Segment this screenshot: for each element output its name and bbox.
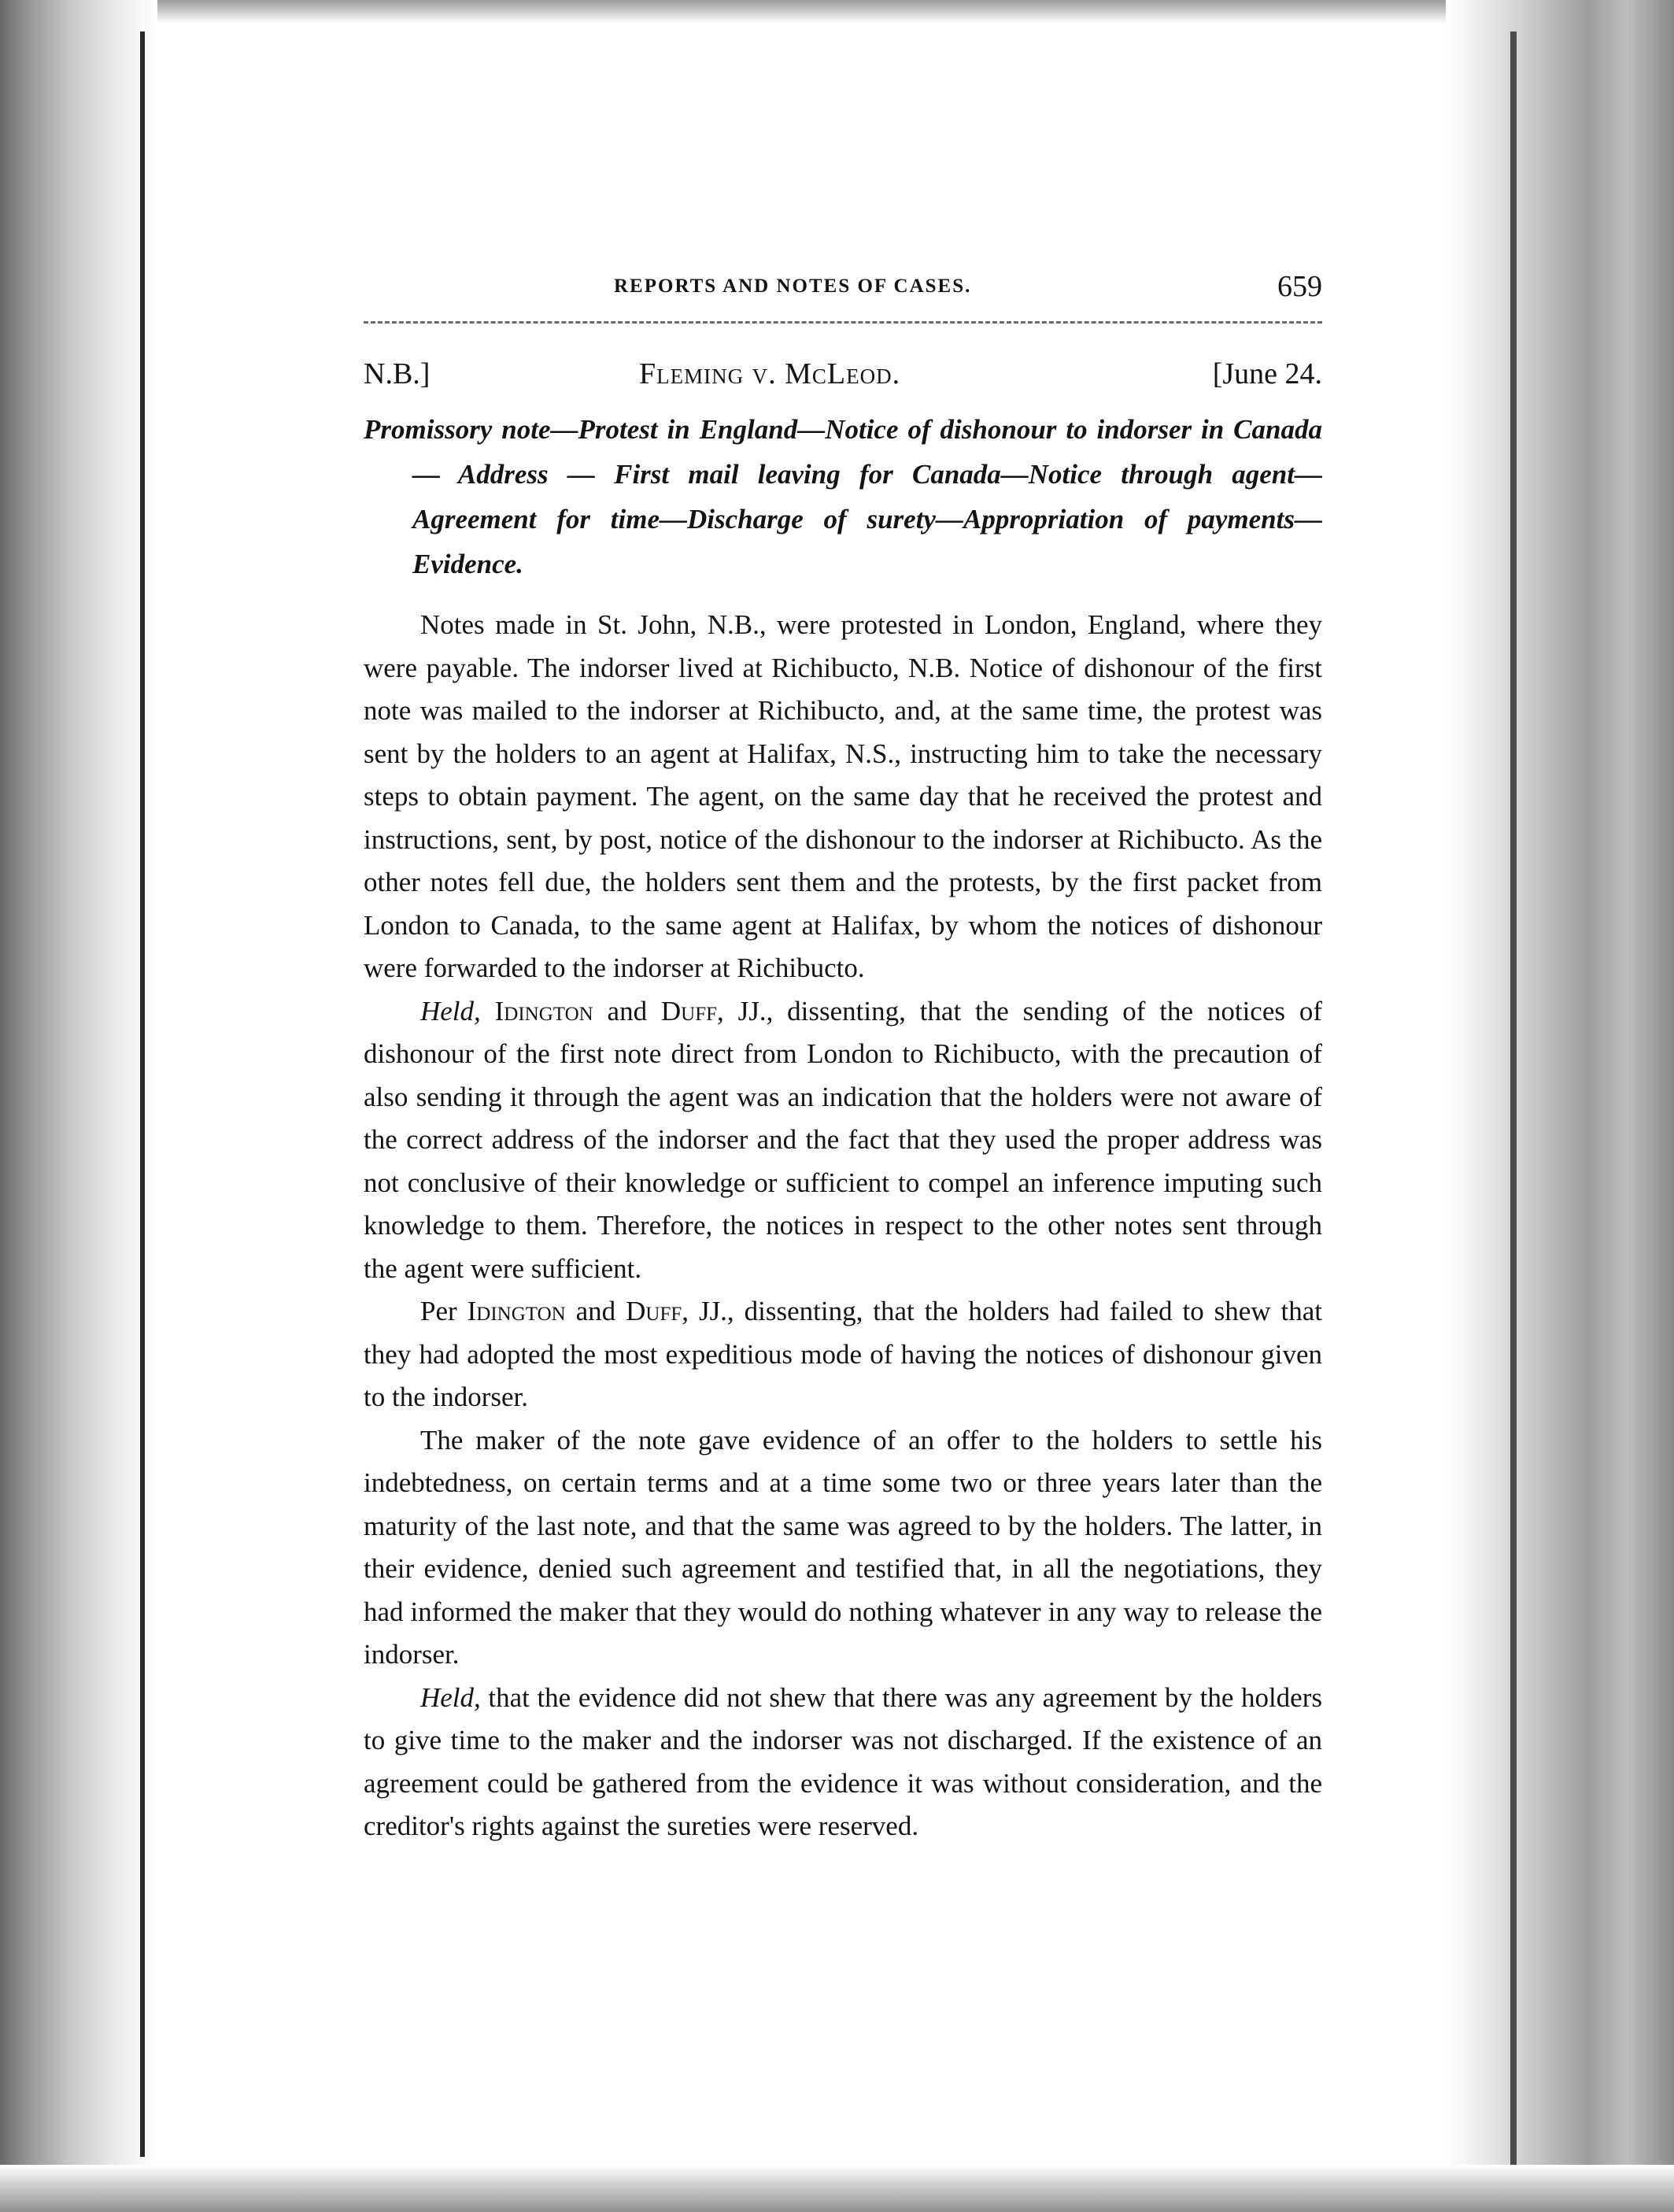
case-caption [364,357,1322,398]
paragraph-held-text: , JJ., dissenting, that the sending of the notices of dishonour of the first note direct from London to Richibucto, with the precaution of also sending it through the agent was an indication that the holders were not aware of the correct address of the indorser and the fact that they used the proper address was not conclusive of their knowledge or sufficient to compel an inference imputing such knowledge to them. Therefore, the notices in respect to the other notes sent through the agent were sufficient. [364,995,1322,1284]
per-label: Per [420,1296,467,1326]
scan-right-edge [1446,0,1674,2212]
running-title: REPORTS AND NOTES OF CASES. [614,276,972,297]
page-content [364,269,1322,1848]
case-date: [June 24. [1212,357,1322,390]
held-label: Held, [420,1681,481,1713]
judge-conjunction: and [593,995,661,1026]
paragraph-held-final [364,1677,1322,1848]
paragraph-per-text: , JJ., dissenting, that the holders had failed to shew that they had adopted the most expeditious mode of having the notices of dishonour given to the indorser. [364,1296,1322,1412]
scan-bottom-edge [0,2165,1674,2212]
held-label: Held, [420,995,481,1026]
judge-conjunction: and [565,1296,626,1326]
paragraph-facts [364,604,1322,990]
header-rule [364,321,1322,324]
paragraph-facts-text: Notes made in St. John, N.B., were protested in London, England, where they were payable. The indorser lived at Richibucto, N.B. Notice of dishonour of the first note was mailed to the indorser at Richibucto, and, at the same time, the protest was sent by the holders to an agent at Halifax, N.S., instructing him to take the necessary steps to obtain payment. The agent, on the same day that he received the protest and instructions, sent, by post, notice of the dishonour to the indorser at Richibucto. As the other notes fell due, the holders sent them and the protests, by the first packet from London to Canada, to the same agent at Halifax, by whom the notices of dishonour were forwarded to the indorser at Richibucto. [364,609,1322,983]
page-number: 659 [1277,270,1322,303]
headnote: Promissory note—Protest in England—Notice of dishonour to indorser in Canada — Address — First mail leaving for Canada—Notice through agent—Agreement for time—Discharge of surety—Appropriation of payments—Evidence. [364,414,1322,579]
paragraph-evidence [364,1419,1322,1677]
paragraph-evidence-text: The maker of the note gave evidence of an offer to the holders to settle his indebtedness, on certain terms and at a time some two or three years later than the maturity of the last note, and that the same was agreed to by the holders. The latter, in their evidence, denied such agreement and testified that, in all the negotiations, they had informed the maker that they would do nothing whatever in any way to release the indorser. [364,1424,1322,1670]
judge-name: Idington [494,995,593,1026]
scan-right-bar [1510,31,1517,2173]
case-jurisdiction: N.B.] [364,357,431,390]
paragraph-per-dissent [364,1290,1322,1419]
scan-top-edge [0,0,1674,24]
judge-name: Duff [626,1296,682,1326]
scan-binding-shadow [0,0,157,2212]
scan-binding-line [140,31,145,2157]
paragraph-held-majority [364,990,1322,1291]
paragraph-held-final-text: that the evidence did not shew that there was any agreement by the holders to give time to the maker and the indorser was not discharged. If the existence of an agreement could be gathered from the evidence it was without consideration, and the creditor's rights against the sureties were reserved. [364,1681,1322,1841]
running-head [364,269,1322,309]
judge-name: Duff [660,995,718,1026]
case-name: Fleming v. McLeod. [639,357,901,390]
judge-name: Idington [467,1296,566,1326]
